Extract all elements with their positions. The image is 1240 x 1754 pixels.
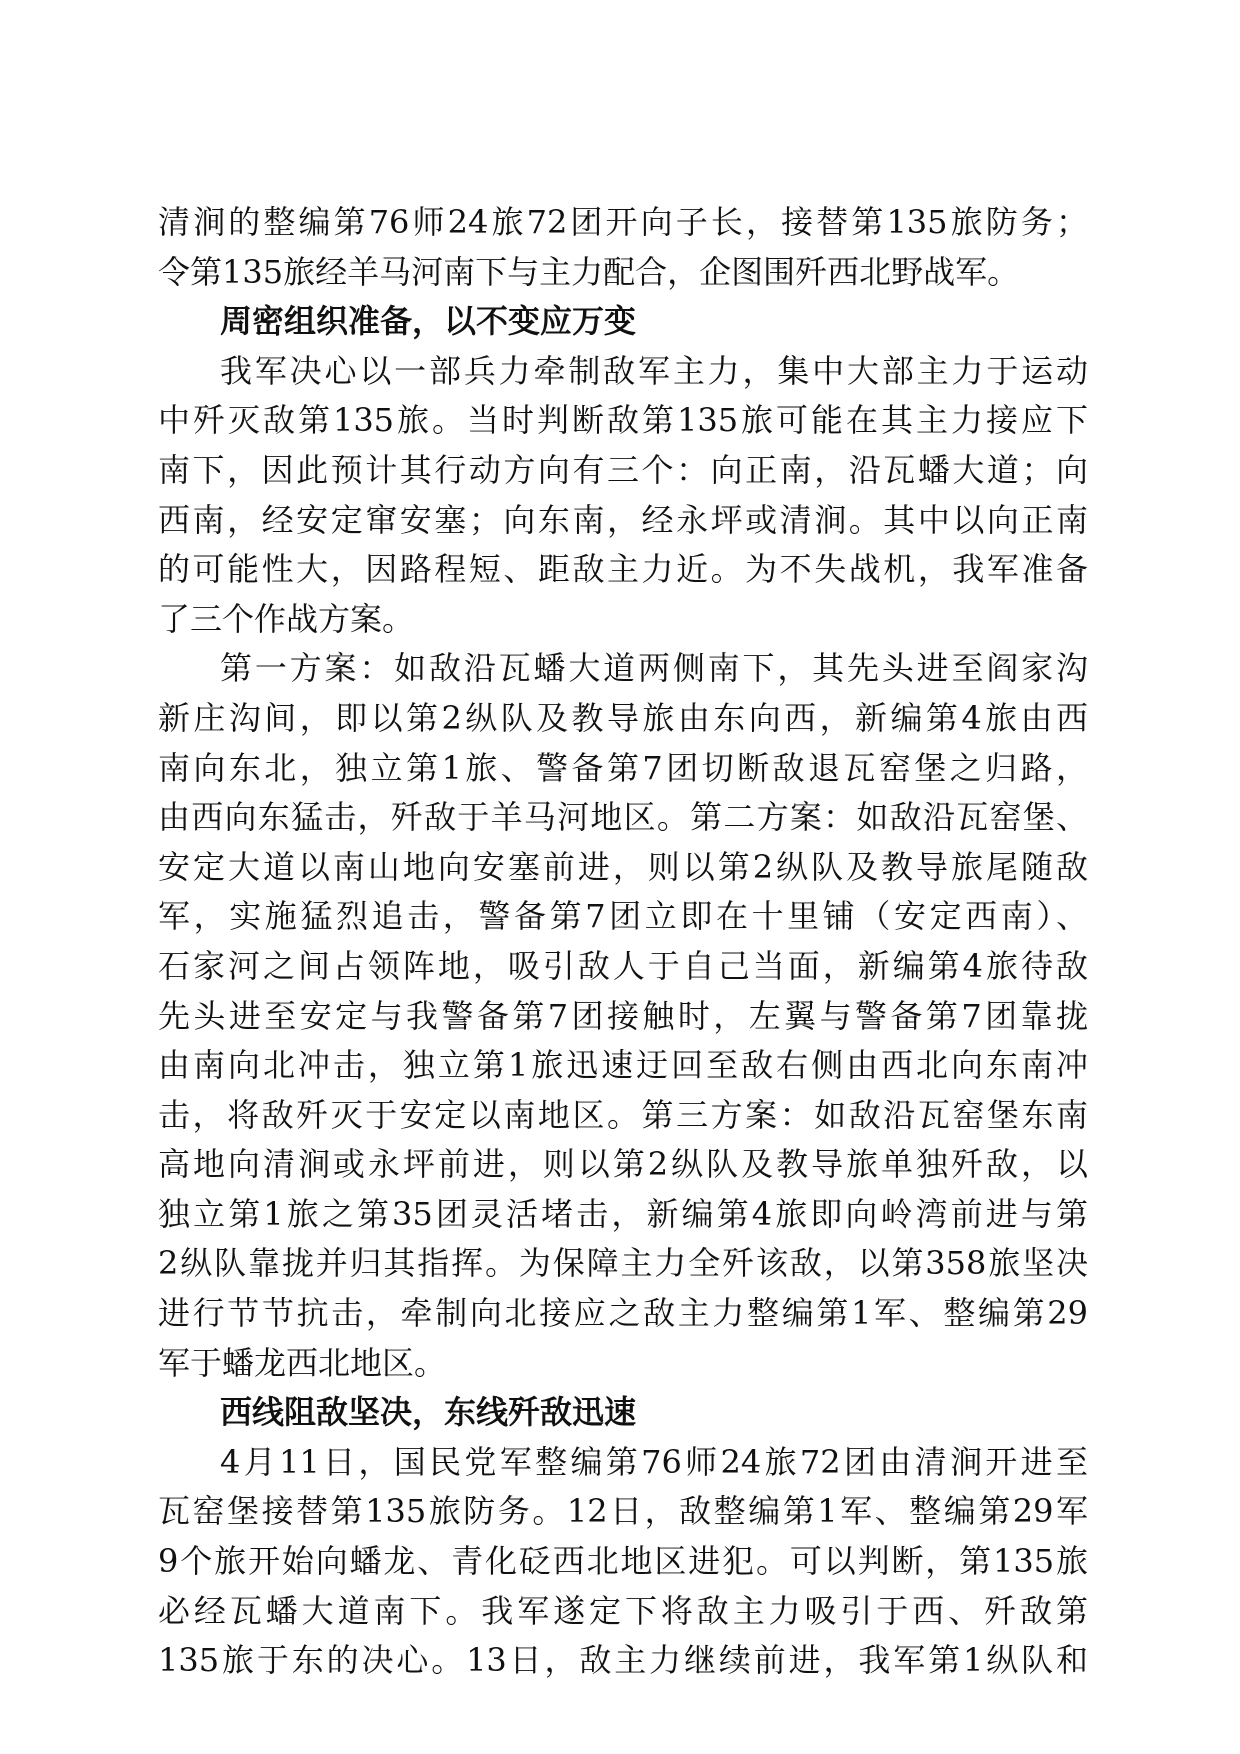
body-line: 第一方案：如敌沿瓦蟠大道两侧南下，其先头进至阎家沟 [220, 649, 1088, 688]
body-line: 瓦窑堡接替第135旅防务。12日，敌整编第1军、整编第29军 [158, 1492, 1088, 1531]
body-line: 军，实施猛烈追击，警备第7团立即在十里铺（安定西南）、 [158, 897, 1088, 936]
body-line: 135旅于东的决心。13日，敌主力继续前进，我军第1纵队和 [158, 1641, 1088, 1680]
body-line: 新庄沟间，即以第2纵队及教导旅由东向西，新编第4旅由西 [158, 698, 1088, 737]
body-line: 安定大道以南山地向安塞前进，则以第2纵队及教导旅尾随敌 [158, 847, 1088, 886]
body-line: 进行节节抗击，牵制向北接应之敌主力整编第1军、整编第29 [158, 1294, 1088, 1333]
body-line: 令第135旅经羊马河南下与主力配合，企图围歼西北野战军。 [158, 252, 1020, 291]
body-line: 9个旅开始向蟠龙、青化砭西北地区进犯。可以判断，第135旅 [158, 1542, 1088, 1581]
body-line: 的可能性大，因路程短、距敌主力近。为不失战机，我军准备 [158, 550, 1088, 589]
document-page [158, 198, 1088, 1686]
body-line: 先头进至安定与我警备第7团接触时，左翼与警备第7团靠拢 [158, 996, 1088, 1035]
body-line: 军于蟠龙西北地区。 [158, 1343, 447, 1382]
body-line: 4月11日，国民党军整编第76师24旅72团由清涧开进至 [220, 1442, 1088, 1481]
body-line: 独立第1旅之第35团灵活堵击，新编第4旅即向岭湾前进与第 [158, 1194, 1088, 1233]
body-line: 必经瓦蟠大道南下。我军遂定下将敌主力吸引于西、歼敌第 [158, 1591, 1088, 1630]
body-line: 石家河之间占领阵地，吸引敌人于自己当面，新编第4旅待敌 [158, 946, 1088, 985]
body-line: 西南，经安定窜安塞；向东南，经永坪或清涧。其中以向正南 [158, 500, 1088, 539]
body-line: 由西向东猛击，歼敌于羊马河地区。第二方案：如敌沿瓦窑堡、 [158, 798, 1088, 837]
body-line: 南下，因此预计其行动方向有三个：向正南，沿瓦蟠大道；向 [158, 450, 1088, 489]
body-line: 击，将敌歼灭于安定以南地区。第三方案：如敌沿瓦窑堡东南 [158, 1095, 1088, 1134]
body-line: 了三个作战方案。 [158, 599, 415, 638]
body-line: 清涧的整编第76师24旅72团开向子长，接替第135旅防务； [158, 203, 1088, 241]
section-heading: 西线阻敌坚决，东线歼敌迅速 [220, 1393, 637, 1432]
body-line: 由南向北冲击，独立第1旅迅速迂回至敌右侧由西北向东南冲 [158, 1046, 1088, 1085]
body-line: 高地向清涧或永坪前进，则以第2纵队及教导旅单独歼敌，以 [158, 1145, 1088, 1184]
body-line: 2纵队靠拢并归其指挥。为保障主力全歼该敌，以第358旅坚决 [158, 1244, 1088, 1283]
body-line: 中歼灭敌第135旅。当时判断敌第135旅可能在其主力接应下 [158, 401, 1088, 440]
body-line: 我军决心以一部兵力牵制敌军主力，集中大部主力于运动 [220, 351, 1088, 390]
section-heading: 周密组织准备，以不变应万变 [220, 302, 637, 341]
body-line: 南向东北，独立第1旅、警备第7团切断敌退瓦窑堡之归路， [158, 748, 1088, 787]
